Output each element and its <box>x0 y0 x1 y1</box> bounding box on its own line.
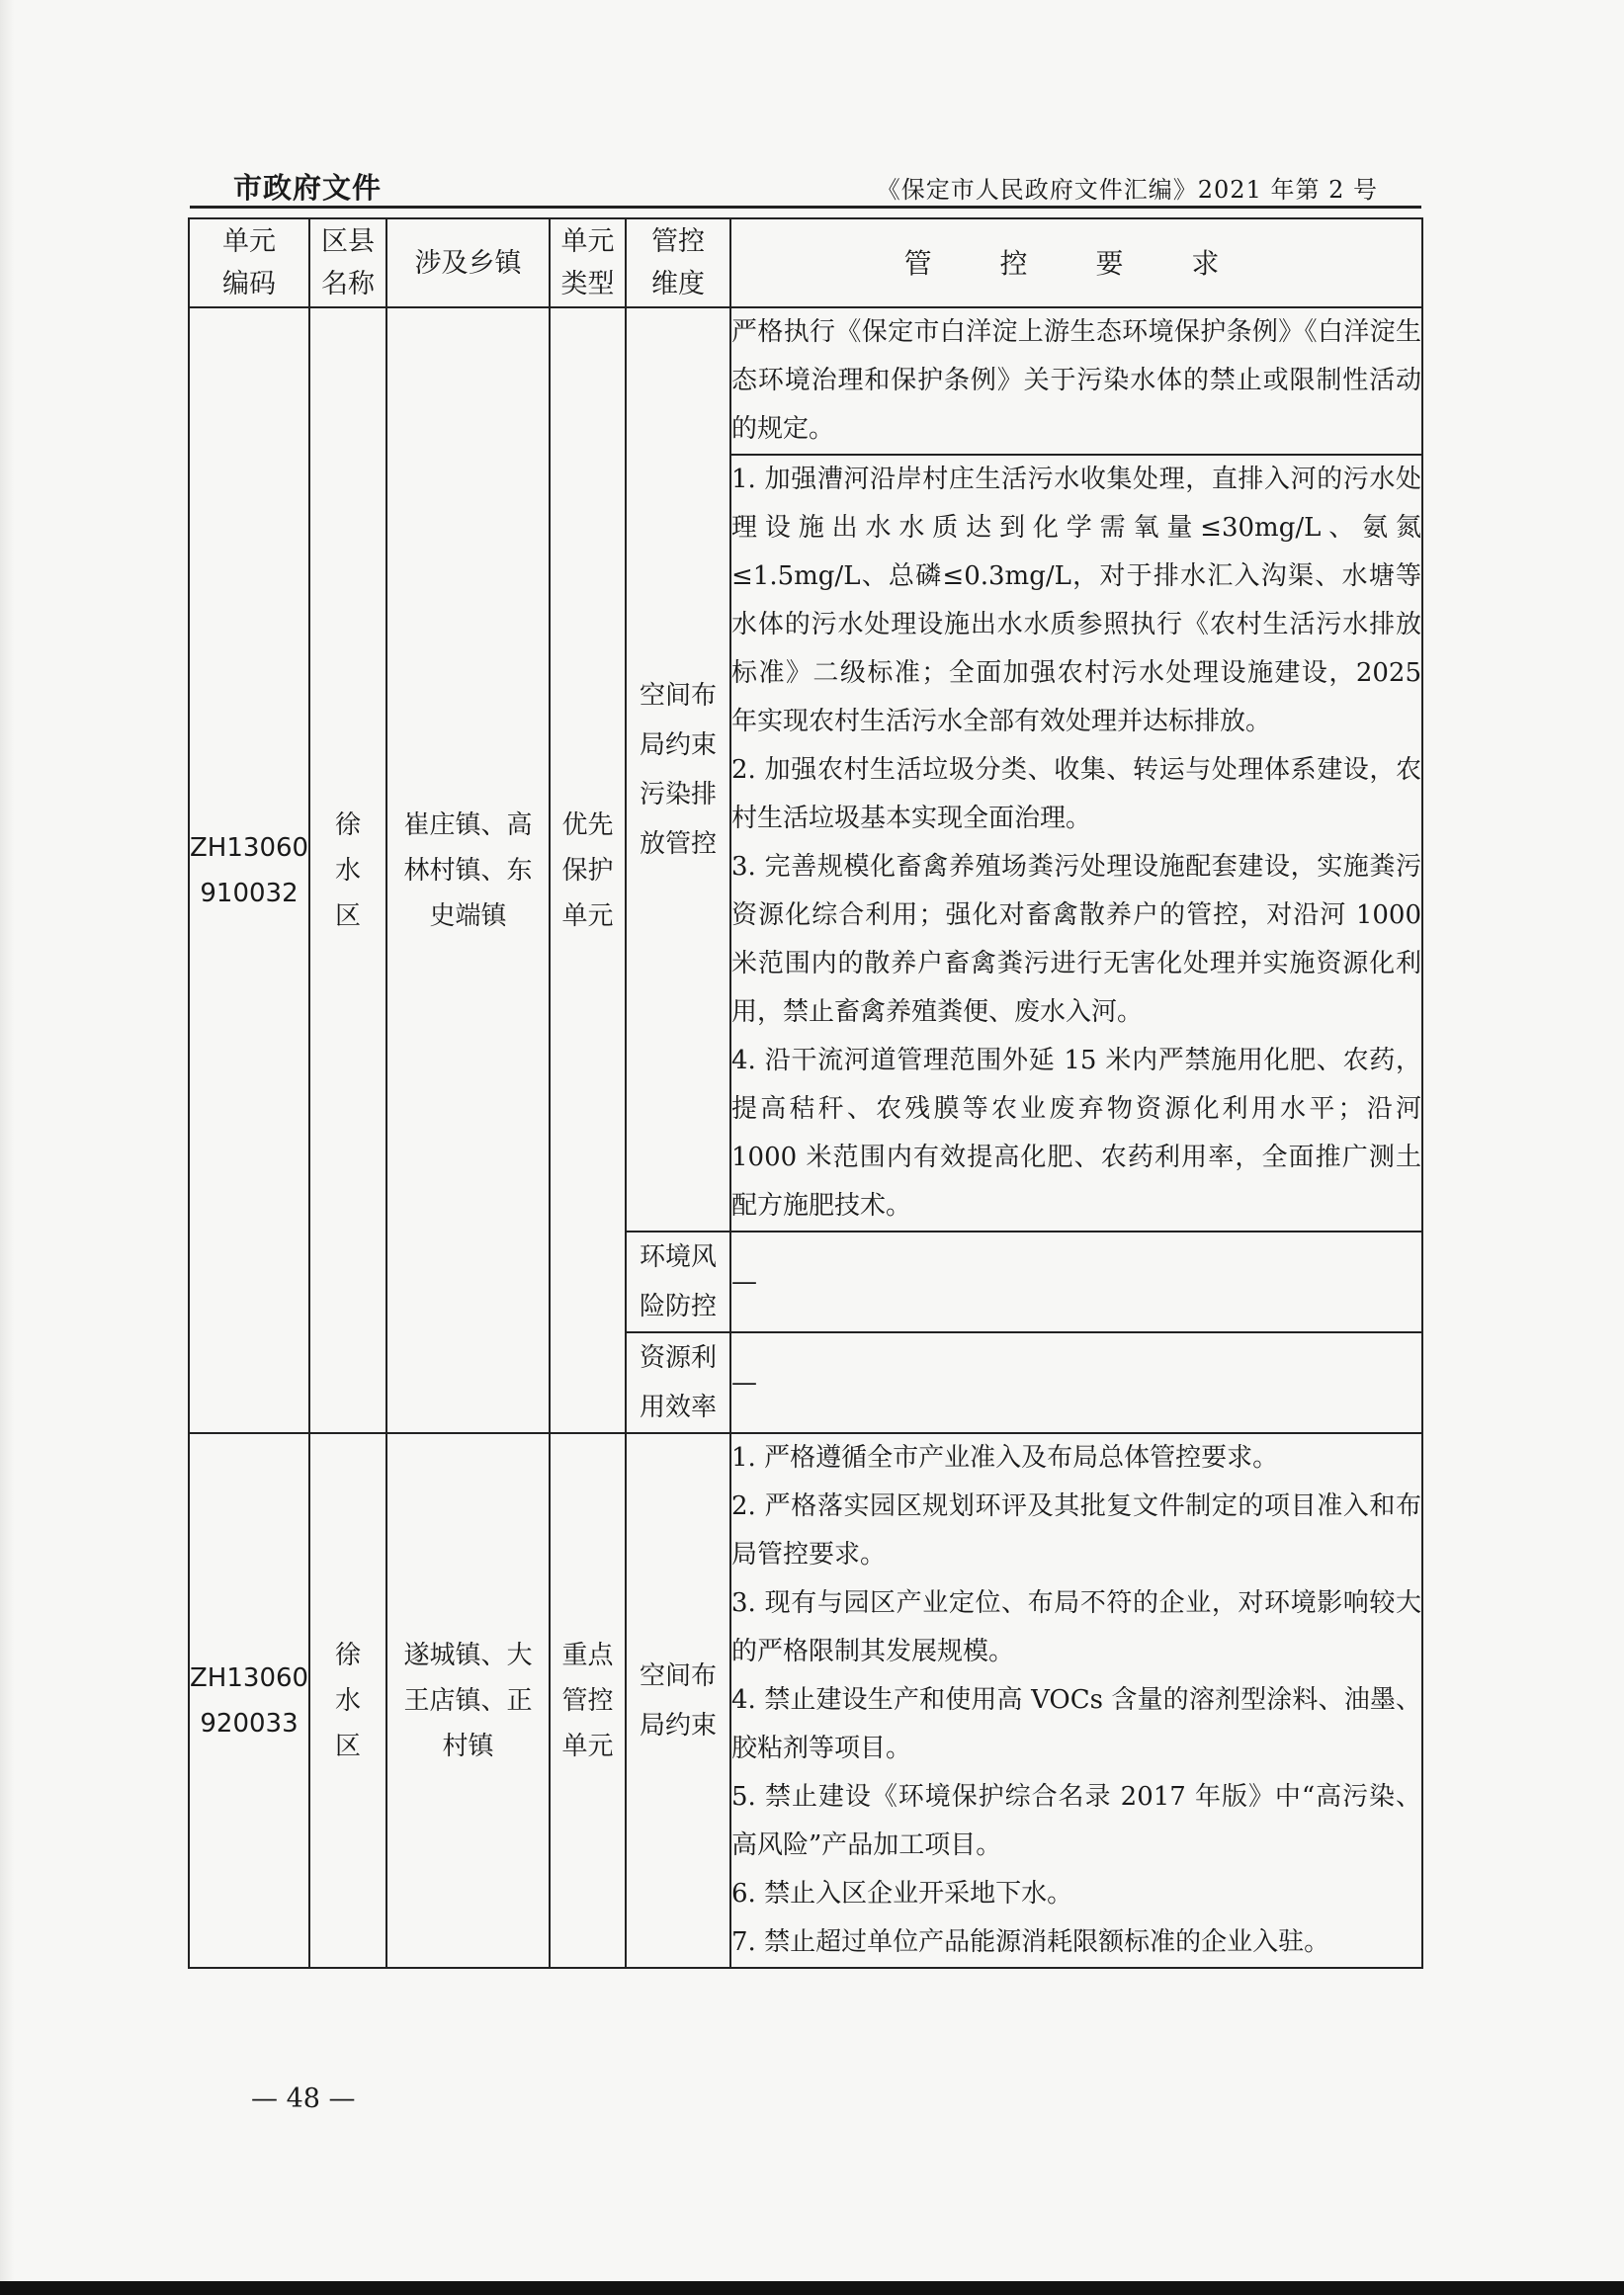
unit2-dimension: 空间布 局约束 <box>626 1433 730 1968</box>
header-dimension: 管控 维度 <box>626 218 730 307</box>
list-item: 2. 加强农村生活垃圾分类、收集、转运与处理体系建设，农村生活垃圾基本实现全面治理。 <box>731 755 1421 833</box>
unit1-county: 徐 水 区 <box>309 307 386 1433</box>
unit1-code: ZH13060 910032 <box>189 307 309 1433</box>
scan-bottom-edge <box>0 2281 1624 2295</box>
header-county: 区县 名称 <box>309 218 386 307</box>
page-number: — 48 — <box>251 2083 356 2114</box>
header-requirements: 管 控 要 求 <box>730 218 1422 307</box>
table-row-unit2 <box>189 1433 1422 1968</box>
unit2-towns: 遂城镇、大 王店镇、正 村镇 <box>386 1433 550 1968</box>
list-item: 3. 现有与园区产业定位、布局不符的企业，对环境影响较大的严格限制其发展规模。 <box>731 1588 1421 1666</box>
unit2-county: 徐 水 区 <box>309 1433 386 1968</box>
header-publication-title: 《保定市人民政府文件汇编》2021 年第 2 号 <box>876 176 1378 204</box>
control-requirements-table <box>188 217 1423 1969</box>
list-item: 4. 沿干流河道管理范围外延 15 米内严禁施用化肥、农药，提高秸秆、农残膜等农业废弃物资源化利用水平；沿河 1000 米范围内有效提高化肥、农药利用率，全面推广测土配方施肥技术。 <box>731 1046 1421 1221</box>
page-scan-edge <box>0 0 14 2295</box>
unit1-towns: 崔庄镇、高 林村镇、东 史端镇 <box>386 307 550 1433</box>
unit1-requirement-resource: — <box>730 1332 1422 1433</box>
unit1-requirement-regulations: 严格执行《保定市白洋淀上游生态环境保护条例》《白洋淀生态环境治理和保护条例》关于污染水体的禁止或限制性活动的规定。 <box>730 307 1422 455</box>
unit2-type: 重点 管控 单元 <box>550 1433 626 1968</box>
list-item: 1. 严格遵循全市产业准入及布局总体管控要求。 <box>731 1443 1279 1473</box>
list-item: 6. 禁止入区企业开采地下水。 <box>731 1879 1073 1909</box>
unit2-requirement-list <box>730 1433 1422 1968</box>
list-item: 5. 禁止建设《环境保护综合名录 2017 年版》中“高污染、高风险”产品加工项目。 <box>731 1782 1421 1860</box>
unit1-type: 优先 保护 单元 <box>550 307 626 1433</box>
list-item: 1. 加强漕河沿岸村庄生活污水收集处理，直排入河的污水处理设施出水水质达到化学需氧量≤30mg/L、氨氮≤1.5mg/L、总磷≤0.3mg/L，对于排水汇入沟渠、水塘等水体的污水处理设施出水水质参照执行《农村生活污水排放标准》二级标准；全面加强农村污水处理设施建设，2025 年实现农村生活污水全部有效处理并达标排放。 <box>731 465 1421 736</box>
table-header-row <box>189 218 1422 307</box>
header-towns: 涉及乡镇 <box>386 218 550 307</box>
unit2-code: ZH13060 920033 <box>189 1433 309 1968</box>
list-item: 7. 禁止超过单位产品能源消耗限额标准的企业入驻。 <box>731 1927 1330 1957</box>
table-row-unit1-a <box>189 307 1422 455</box>
page-header <box>190 162 1421 209</box>
list-item: 2. 严格落实园区规划环评及其批复文件制定的项目准入和布局管控要求。 <box>731 1491 1421 1570</box>
unit1-requirement-list <box>730 455 1422 1232</box>
header-unit-code: 单元 编码 <box>189 218 309 307</box>
list-item: 4. 禁止建设生产和使用高 VOCs 含量的溶剂型涂料、油墨、胶粘剂等项目。 <box>731 1685 1421 1763</box>
unit1-dimension-resource: 资源利 用效率 <box>626 1332 730 1433</box>
list-item: 3. 完善规模化畜禽养殖场粪污处理设施配套建设，实施粪污资源化综合利用；强化对畜禽散养户的管控，对沿河 1000 米范围内的散养户畜禽粪污进行无害化处理并实施资源化利用，禁止畜禽养殖粪便、废水入河。 <box>731 852 1421 1027</box>
unit1-dimension-risk: 环境风 险防控 <box>626 1232 730 1332</box>
unit1-requirement-risk: — <box>730 1232 1422 1332</box>
header-section-label: 市政府文件 <box>233 171 383 205</box>
unit1-dimension-main: 空间布 局约束 污染排 放管控 <box>626 307 730 1232</box>
header-unit-type: 单元 类型 <box>550 218 626 307</box>
